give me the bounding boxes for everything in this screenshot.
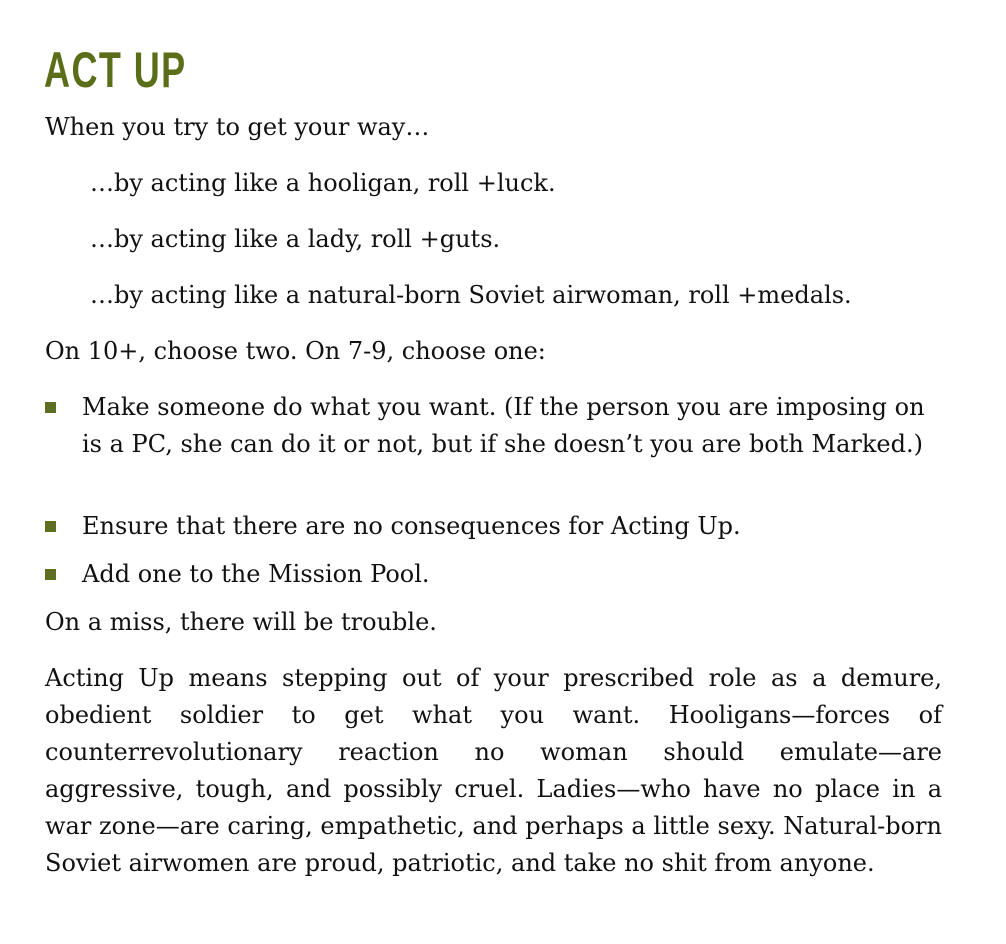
bullet-item: Ensure that there are no consequences for Acting Up.: [82, 512, 741, 540]
intro-text: When you try to get your way…: [45, 113, 430, 141]
option-airwoman: …by acting like a natural-born Soviet airwoman, roll +medals.: [90, 281, 852, 309]
miss-text: On a miss, there will be trouble.: [45, 608, 437, 636]
description-paragraph: Acting Up means stepping out of your prescribed role as a demure, obedient soldier to get what you want. Hooligans—forces of counterrevolutionary reaction no woman should emulate—are aggressive, tough, and possibly cruel. Ladies—who have no place in a war zone—are caring, empathetic, and perhaps a little sexy. Natural-born Soviet airwomen are proud, patriotic, and take no shit from anyone.: [45, 664, 942, 877]
bullet-square-icon: [45, 521, 56, 532]
bullet-item: Add one to the Mission Pool.: [82, 560, 430, 588]
option-lady: …by acting like a lady, roll +guts.: [90, 225, 501, 253]
option-hooligan: …by acting like a hooligan, roll +luck.: [90, 169, 556, 197]
bullet-square-icon: [45, 569, 56, 580]
bullet-square-icon: [45, 402, 56, 413]
bullet-item: Make someone do what you want. (If the person you are imposing on is a PC, she can do it or not, but if she doesn’t you are both Marked.): [82, 393, 925, 458]
move-title: ACT UP: [44, 42, 187, 98]
choose-text: On 10+, choose two. On 7-9, choose one:: [45, 337, 546, 365]
